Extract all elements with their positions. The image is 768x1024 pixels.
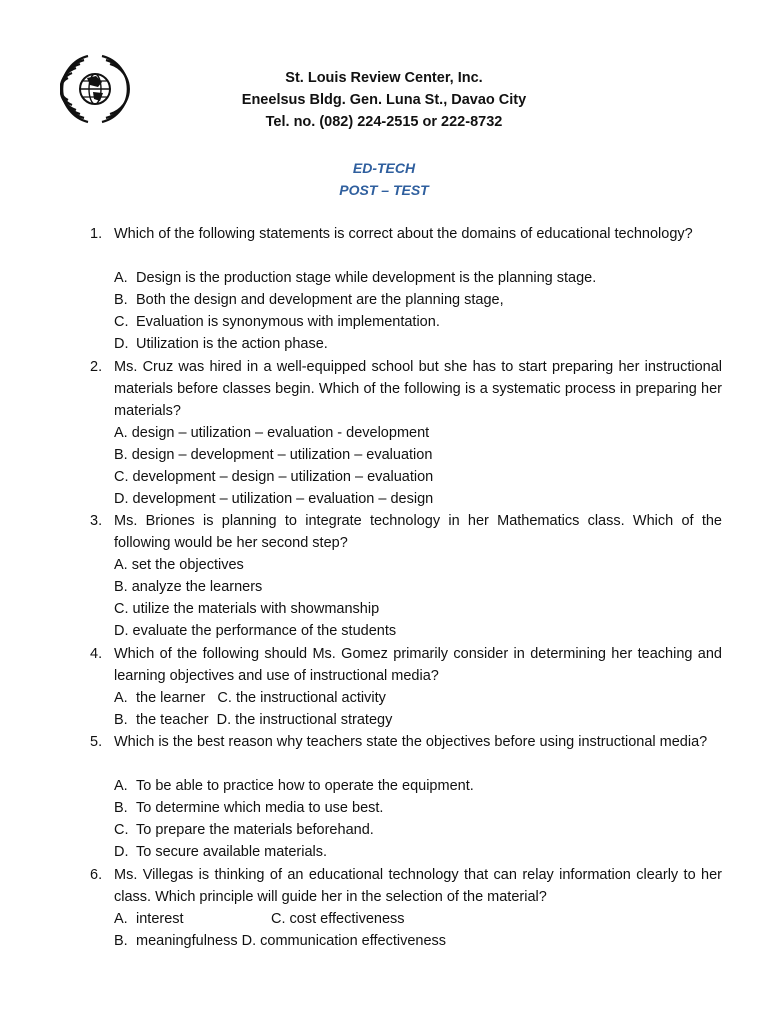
answer-option-row	[114, 687, 386, 709]
option-letter: B.	[114, 447, 128, 463]
option-letter: A.	[114, 911, 128, 927]
option-letter: C.	[271, 911, 286, 927]
answer-option	[114, 598, 379, 620]
option-text: design – utilization – evaluation - development	[131, 425, 430, 441]
question-number: 4.	[90, 646, 103, 662]
option-letter: A.	[114, 270, 128, 286]
question-text: Which of the following statements is correct about the domains of educational technology?	[114, 226, 693, 242]
option-text: To secure available materials.	[136, 844, 328, 860]
answer-option	[114, 422, 429, 444]
answer-option-row	[114, 908, 405, 930]
option-text: Both the design and development are the planning stage,	[136, 292, 504, 308]
option-letter: B.	[114, 712, 128, 728]
option-letter: D.	[114, 336, 129, 352]
question-text: Which is the best reason why teachers state the objectives before using instructional media?	[114, 734, 708, 750]
answer-option	[114, 554, 244, 576]
option-letter: D.	[216, 712, 232, 728]
answer-option	[114, 333, 328, 355]
answer-option	[114, 797, 383, 819]
option-letter: A.	[114, 778, 128, 794]
option-text: cost effectiveness	[289, 911, 405, 927]
option-letter: A.	[114, 690, 128, 706]
question-number: 1.	[90, 226, 103, 242]
option-text: communication effectiveness	[260, 933, 447, 949]
option-text: the instructional strategy	[235, 712, 393, 728]
question-number: 6.	[90, 867, 103, 883]
option-text: Evaluation is synonymous with implementation.	[136, 314, 440, 330]
answer-option	[114, 576, 262, 598]
option-text: analyze the learners	[131, 579, 263, 595]
question-number: 2.	[90, 359, 103, 375]
answer-option	[114, 620, 396, 642]
option-text: To be able to practice how to operate the equipment.	[136, 778, 474, 794]
option-text: Utilization is the action phase.	[136, 336, 328, 352]
option-letter: B.	[114, 933, 128, 949]
option-letter: D.	[114, 491, 129, 507]
subject-title: ED-TECH	[352, 160, 416, 176]
option-letter: C.	[114, 601, 129, 617]
option-text: To prepare the materials beforehand.	[136, 822, 374, 838]
option-text: design – development – utilization – evaluation	[131, 447, 433, 463]
question-text: Ms. Briones is planning to integrate technology in her Mathematics class. Which of the following would be her second step?	[114, 513, 722, 551]
option-text: set the objectives	[131, 557, 244, 573]
answer-option-row	[114, 709, 392, 731]
question-number: 3.	[90, 513, 103, 529]
org-name: St. Louis Review Center, Inc.	[285, 70, 483, 86]
answer-option	[114, 488, 433, 510]
header-block	[0, 67, 768, 133]
option-text: the teacher	[136, 712, 209, 728]
answer-option	[114, 444, 432, 466]
option-text: To determine which media to use best.	[136, 800, 384, 816]
test-title: POST – TEST	[339, 182, 429, 198]
option-letter: D.	[114, 844, 129, 860]
option-text: the instructional activity	[235, 690, 386, 706]
option-text: utilize the materials with showmanship	[132, 601, 380, 617]
option-letter: B.	[114, 292, 128, 308]
option-text: meaningfulness	[136, 933, 238, 949]
option-text: development – design – utilization – evaluation	[132, 469, 434, 485]
question-text: Which of the following should Ms. Gomez primarily consider in determining her teaching and learning objectives and use of instructional media?	[114, 646, 722, 684]
option-letter: C.	[114, 469, 129, 485]
option-letter: D.	[114, 623, 129, 639]
answer-option	[114, 841, 327, 863]
option-letter: C.	[114, 822, 129, 838]
option-text: interest	[136, 911, 184, 927]
question-number: 5.	[90, 734, 103, 750]
question-text: Ms. Villegas is thinking of an educational technology that can relay information clearly to her class. Which principle will guide her in the selection of the material?	[114, 867, 722, 905]
option-letter: A.	[114, 425, 128, 441]
org-phone: Tel. no. (082) 224-2515 or 222-8732	[265, 114, 503, 130]
option-text: evaluate the performance of the students	[132, 623, 397, 639]
option-letter: B.	[114, 579, 128, 595]
option-letter: C.	[217, 690, 232, 706]
option-letter: B.	[114, 800, 128, 816]
answer-option	[114, 775, 474, 797]
option-letter: C.	[114, 314, 129, 330]
option-text: the learner	[136, 690, 206, 706]
org-address: Eneelsus Bldg. Gen. Luna St., Davao City	[241, 92, 527, 108]
question-text: Ms. Cruz was hired in a well-equipped school but she has to start preparing her instructional materials before classes begin. Which of the following is a systematic process in preparing her materials?	[114, 359, 722, 419]
answer-option	[114, 311, 440, 333]
answer-option	[114, 819, 374, 841]
option-text: development – utilization – evaluation – design	[132, 491, 434, 507]
option-text: Design is the production stage while development is the planning stage.	[136, 270, 597, 286]
option-letter: A.	[114, 557, 128, 573]
answer-option	[114, 466, 433, 488]
answer-option-row	[114, 930, 446, 952]
answer-option	[114, 267, 596, 289]
answer-option	[114, 289, 504, 311]
option-letter: D.	[241, 933, 257, 949]
